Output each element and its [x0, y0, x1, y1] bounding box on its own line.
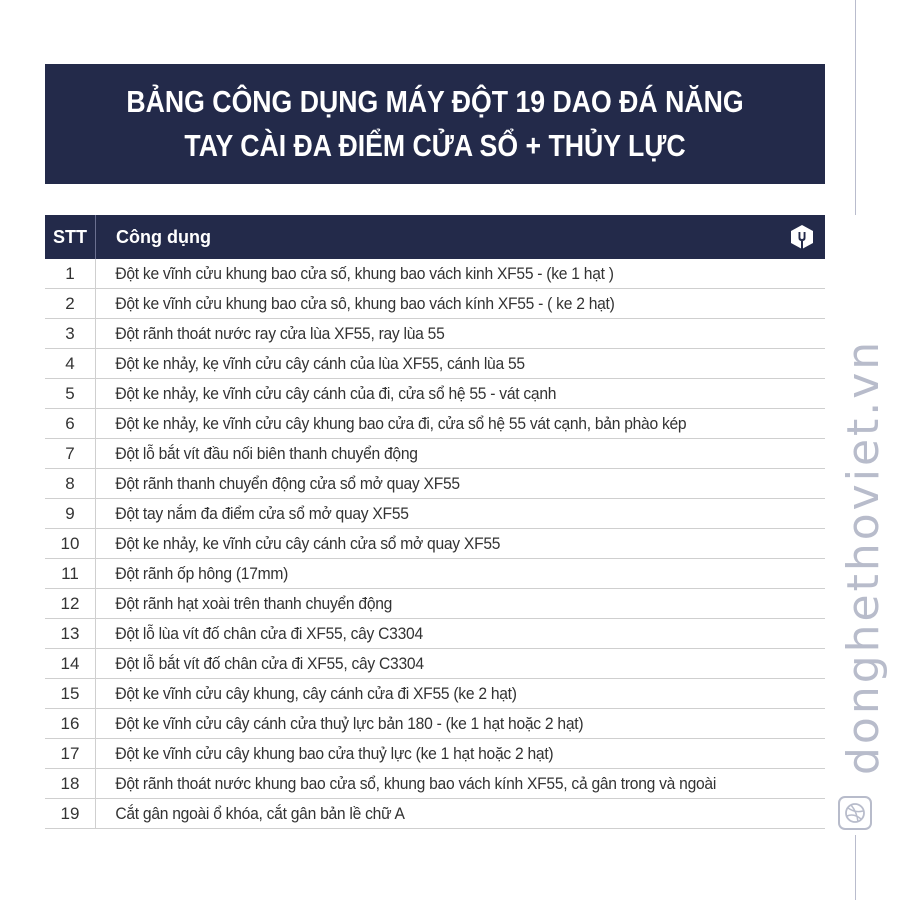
- row-stt: 17: [45, 739, 96, 769]
- table-row: [45, 769, 825, 799]
- row-use: Đột rãnh ốp hông (17mm): [115, 563, 289, 583]
- website-watermark: donghethoviet.vn: [838, 338, 889, 775]
- row-stt: 12: [45, 589, 96, 619]
- row-stt: 16: [45, 709, 96, 739]
- table-body: [45, 259, 825, 829]
- row-use: Đột ke nhảy, ke vĩnh cửu cây cánh của đi, cửa sổ hệ 55 - vát cạnh: [115, 383, 557, 403]
- row-stt: 8: [45, 469, 96, 499]
- row-use: Đột tay nắm đa điểm cửa sổ mở quay XF55: [115, 503, 409, 523]
- table-row: [45, 259, 825, 289]
- table-row: [45, 709, 825, 739]
- sidebar-divider-bottom: [855, 835, 856, 900]
- table-row: [45, 739, 825, 769]
- table-row: [45, 379, 825, 409]
- row-use: Đột lỗ bắt vít đố chân cửa đi XF55, cây C3304: [115, 653, 424, 673]
- row-stt: 1: [45, 259, 96, 289]
- row-stt: 10: [45, 529, 96, 559]
- row-stt: 13: [45, 619, 96, 649]
- row-stt: 11: [45, 559, 96, 589]
- row-use: Đột rãnh thoát nước khung bao cửa sổ, khung bao vách kính XF55, cả gân trong và ngoài: [115, 773, 717, 793]
- row-stt: 19: [45, 799, 96, 829]
- table-row: [45, 499, 825, 529]
- title-line-2: TAY CÀI ĐA ĐIỂM CỬA SỔ + THỦY LỰC: [184, 128, 686, 163]
- row-use: Đột ke nhảy, ke vĩnh cửu cây cánh cửa sổ mở quay XF55: [115, 533, 501, 553]
- table-row: [45, 649, 825, 679]
- row-use: Cắt gân ngoài ổ khóa, cắt gân bản lề chữ A: [115, 803, 405, 823]
- row-use: Đột ke vĩnh cửu cây khung, cây cánh cửa đi XF55 (ke 2 hạt): [115, 683, 517, 703]
- row-stt: 3: [45, 319, 96, 349]
- row-stt: 15: [45, 679, 96, 709]
- table-row: [45, 469, 825, 499]
- row-use: Đột lỗ bắt vít đầu nối biên thanh chuyển động: [115, 443, 418, 463]
- row-stt: 5: [45, 379, 96, 409]
- table-row: [45, 319, 825, 349]
- dribbble-ball-icon: [838, 796, 872, 830]
- row-use: Đột ke vĩnh cửu khung bao cửa sô, khung bao vách kính XF55 - ( ke 2 hạt): [115, 293, 615, 313]
- row-use: Đột rãnh hạt xoài trên thanh chuyển động: [115, 593, 393, 613]
- table-row: [45, 289, 825, 319]
- row-use: Đột rãnh thanh chuyển động cửa sổ mở quay XF55: [115, 473, 460, 493]
- table-row: [45, 559, 825, 589]
- header-use: Công dụng: [116, 226, 211, 247]
- row-use: Đột ke nhảy, ke vĩnh cửu cây khung bao cửa đi, cửa sổ hệ 55 vát cạnh, bản phào kép: [115, 413, 687, 433]
- row-use: Đột rãnh thoát nước ray cửa lùa XF55, ray lùa 55: [115, 323, 445, 343]
- row-stt: 6: [45, 409, 96, 439]
- table-row: [45, 409, 825, 439]
- usage-table: [45, 215, 825, 829]
- table-row: [45, 349, 825, 379]
- wrench-hexagon-icon: [789, 224, 815, 250]
- table-row: [45, 589, 825, 619]
- title-line-1: BẢNG CÔNG DỤNG MÁY ĐỘT 19 DAO ĐÁ NĂNG: [126, 84, 744, 119]
- table-row: [45, 619, 825, 649]
- table-header: [45, 215, 825, 259]
- row-stt: 7: [45, 439, 96, 469]
- row-stt: 18: [45, 769, 96, 799]
- row-use: Đột ke vĩnh cửu cây cánh cửa thuỷ lực bản 180 - (ke 1 hạt hoặc 2 hạt): [115, 713, 584, 733]
- sidebar-divider-top: [855, 0, 856, 215]
- row-use: Đột ke nhảy, kẹ vĩnh cửu cây cánh của lùa XF55, cánh lùa 55: [115, 353, 525, 373]
- row-use: Đột lỗ lùa vít đố chân cửa đi XF55, cây C3304: [115, 623, 423, 643]
- row-stt: 14: [45, 649, 96, 679]
- table-row: [45, 439, 825, 469]
- row-stt: 2: [45, 289, 96, 319]
- row-stt: 9: [45, 499, 96, 529]
- row-use: Đột ke vĩnh cửu cây khung bao cửa thuỷ lực (ke 1 hạt hoặc 2 hạt): [115, 743, 554, 763]
- row-stt: 4: [45, 349, 96, 379]
- table-row: [45, 799, 825, 829]
- title-banner: [45, 64, 825, 184]
- header-stt: STT: [45, 215, 96, 259]
- table-row: [45, 679, 825, 709]
- table-row: [45, 529, 825, 559]
- row-use: Đột ke vĩnh cửu khung bao cửa số, khung bao vách kinh XF55 - (ke 1 hạt ): [115, 263, 614, 283]
